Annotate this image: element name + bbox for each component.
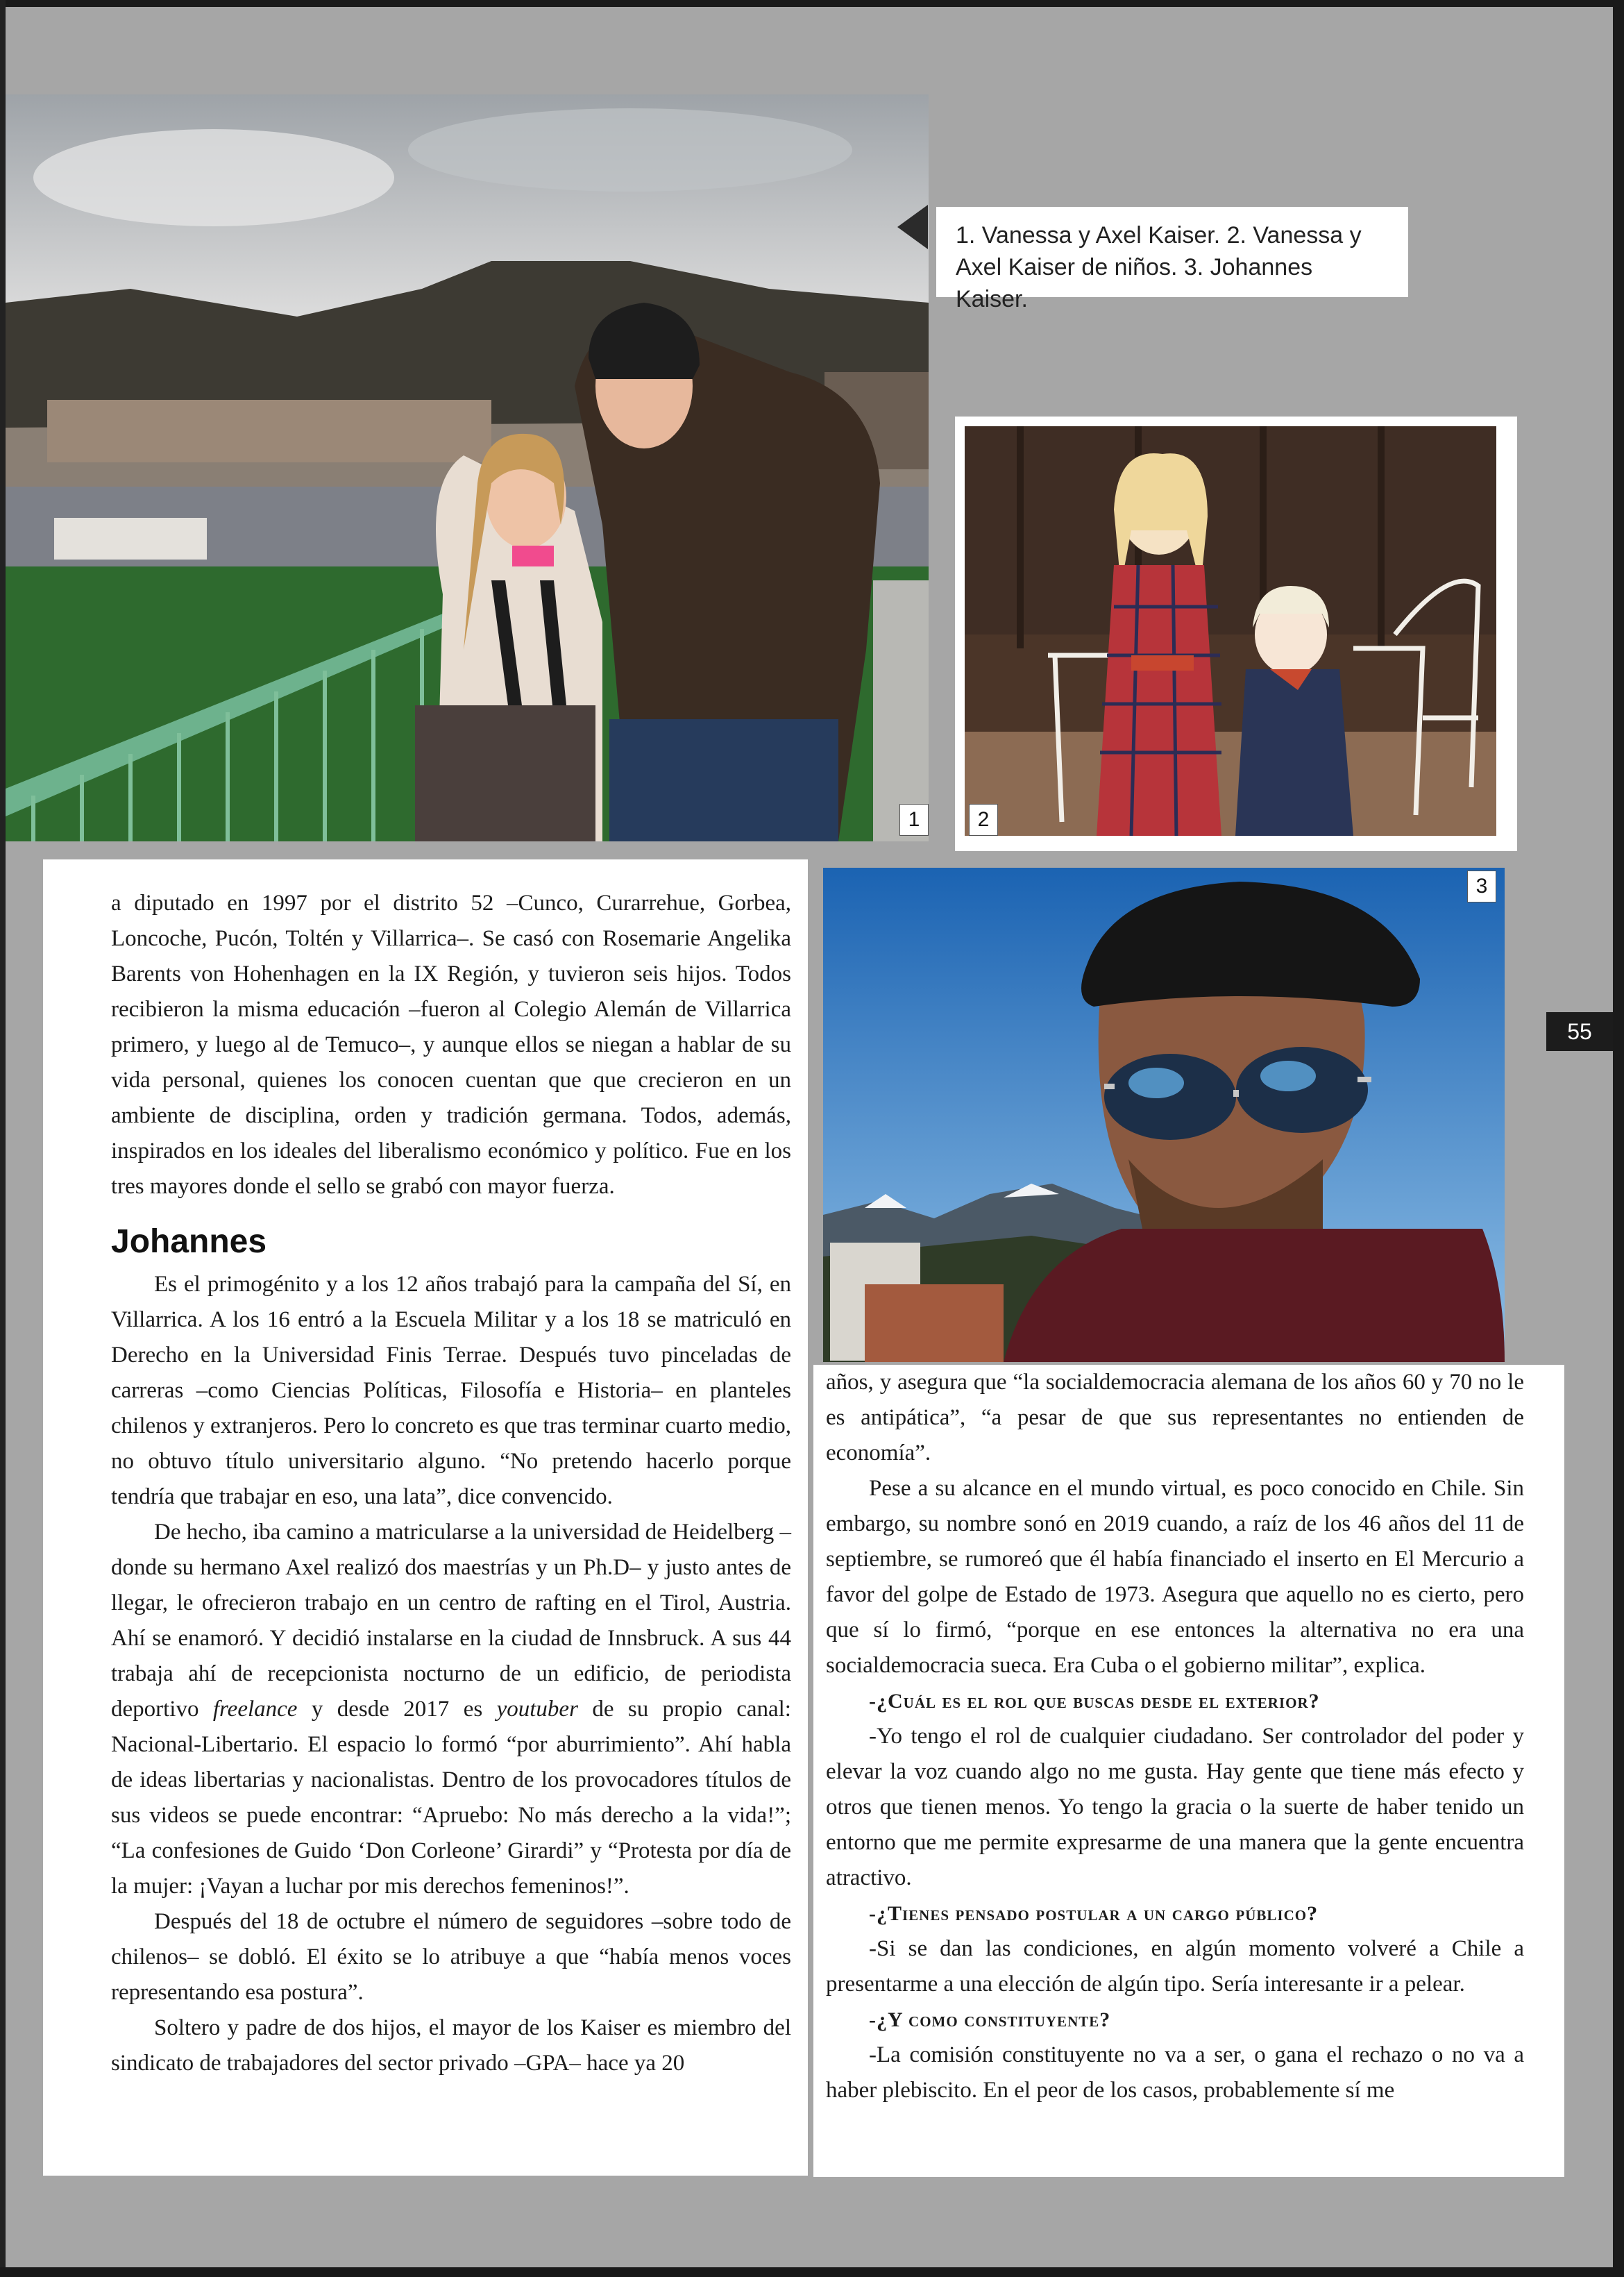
paragraph-part: De hecho, iba camino a matricularse a la universidad de Heidelberg –donde su hermano Axel realizó dos maestrías y un Ph.D– y justo antes de llegar, le ofrecieron trabajo en un centro de rafting en el Tirol, Austria. Ahí se enamoró. Y decidió instalarse en la ciudad de Innsbruck. A sus 44 trabaja ahí de recepcionista nocturno de un edificio, de periodista deportivo [111,1520,791,1722]
paragraph: Pese a su alcance en el mundo virtual, es poco conocido en Chile. Sin embargo, su nombre sonó en 2019 cuando, a raíz de los 46 años del 11 de septiembre, se rumoreó que él había financiado el inserto en El Mercurio a favor del golpe de Estado de 1973. Asegura que aquello no es cierto, pero que sí lo firmó, “porque en ese entonces la alternativa no era una socialdemocracia sueca. Era Cuba o el gobierno militar”, explica. [826,1476,1524,1678]
photo-number-2: 2 [969,804,998,836]
photo-couple [6,94,929,841]
interview-answer: -Yo tengo el rol de cualquier ciudadano. Ser controlador del poder y elevar la voz cuando algo no me gusta. Hay gente que tiene más efecto y otros que tienen menos. Yo tengo la gracia o la suerte de haber tenido un entorno que me permite expresarme de una manera que la gente encuentra atractivo. [826,1724,1524,1890]
photo-number-3: 3 [1467,871,1496,902]
interview-question: -¿Cuál es el rol que buscas desde el exterior? [869,1690,1320,1713]
left-edge [0,0,6,2277]
photo-children [965,426,1496,836]
caption-pointer-icon [897,205,928,249]
photo-man-beret [823,868,1505,1362]
interview-question: -¿Tienes pensado postular a un cargo público? [869,1902,1319,1925]
bottom-edge [0,2267,1624,2277]
paragraph-part: y desde 2017 es [297,1697,497,1722]
intro-paragraph: a diputado en 1997 por el distrito 52 –Cunco, Curarrehue, Gorbea, Loncoche, Pucón, Toltén y Villarrica–. Se casó con Rosemarie Angelika Barents von Hohenhagen en la IX Región, y tuvieron seis hijos. Todos recibieron la misma educación –fueron al Colegio Alemán de Villarrica primero, y luego al de Temuco–, y aunque ellos se niegan a hablar de su vida personal, quienes los conocen cuentan que que crecieron en un ambiente de disciplina, orden y tradición germana. Todos, además, inspirados en los ideales del liberalismo económico y político. Fue en los tres mayores donde el sello se grabó con mayor fuerza. [111,891,791,1199]
right-edge [1613,0,1624,2277]
interview-question: -¿Y como constituyente? [869,2008,1111,2031]
photo-caption: 1. Vanessa y Axel Kaiser. 2. Vanessa y Axel Kaiser de niños. 3. Johannes Kaiser. [936,207,1408,297]
top-edge [0,0,1624,7]
paragraph: Después del 18 de octubre el número de seguidores –sobre todo de chilenos– se dobló. El éxito se lo atribuye a que “había menos voces representando esa postura”. [111,1909,791,2005]
paragraph: Soltero y padre de dos hijos, el mayor de los Kaiser es miembro del sindicato de trabajadores del sector privado –GPA– hace ya 20 [111,2015,791,2076]
photo-number-1: 1 [899,804,929,836]
paragraph-part: de su propio canal: Nacional-Libertario. El espacio lo formó “por aburrimiento”. Ahí habla de ideas libertarias y nacionalistas. Dentro de los provocadores títulos de sus videos se puede encontrar: “Apruebo: No más derecho a la vida!”; “La confesiones de Guido ‘Don Corleone’ Girardi” y “Protesta por día de la mujer: ¡Vayan a luchar por mis derechos femeninos!”. [111,1697,791,1899]
left-text-column [43,859,808,2176]
paragraph: años, y asegura que “la socialdemocracia alemana de los años 60 y 70 no le es antipática”, “a pesar de que sus representantes no entienden de economía”. [826,1370,1524,1465]
interview-answer: -Si se dan las condiciones, en algún momento volveré a Chile a presentarme a una elección de algún tipo. Sería interesante ir a pelear. [826,1936,1524,1997]
page-number: 55 [1546,1012,1613,1051]
right-text-column [813,1365,1564,2177]
section-heading: Johannes [111,1223,267,1260]
paragraph: Es el primogénito y a los 12 años trabajó para la campaña del Sí, en Villarrica. A los 16 entró a la Escuela Militar y a los 18 se matriculó en Derecho en la Universidad Finis Terrae. Después tuvo pinceladas de carreras –como Ciencias Políticas, Filosofía e Historia– en planteles chilenos y extranjeros. Pero lo concreto es que tras terminar cuarto medio, no obtuvo título universitario alguno. “No pretendo hacerlo porque tendría que trabajar en eso, una lata”, dice convencido. [111,1272,791,1509]
italic-term: freelance [212,1697,298,1722]
interview-answer: -La comisión constituyente no va a ser, o gana el rechazo o no va a haber plebiscito. En el peor de los casos, probablemente sí me [826,2042,1524,2103]
italic-term: youtuber [496,1697,578,1722]
paragraph [111,1515,791,1904]
